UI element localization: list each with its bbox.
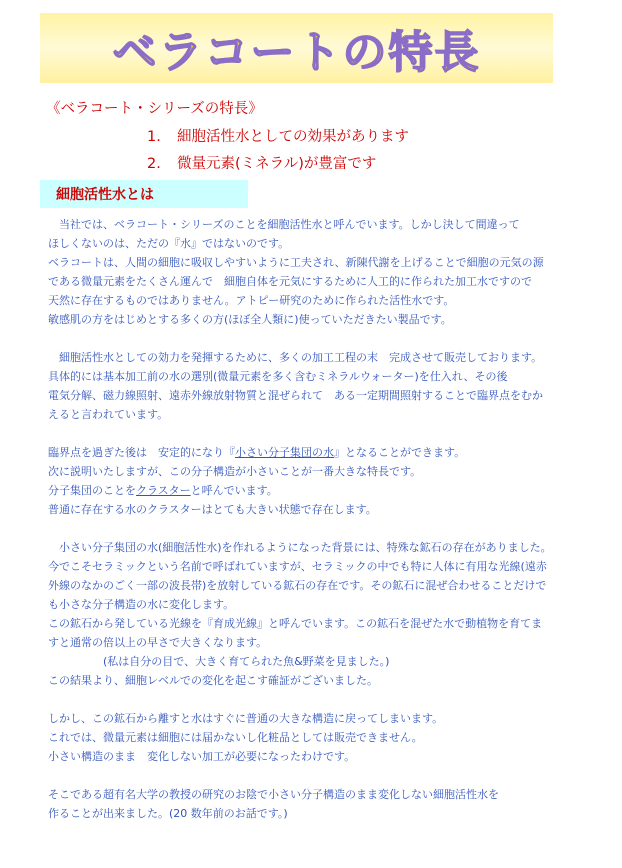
body-line: 今でこそセラミックという名前で呼ばれていますが、セラミックの中でも特に人体に有用な光線(遠赤: [48, 560, 547, 573]
section-title: 細胞活性水とは: [56, 187, 154, 203]
feature-list: [147, 124, 409, 178]
body-line: そこである超有名大学の教授の研究のお陰で小さい分子構造のまま変化しない細胞活性水を: [48, 788, 499, 801]
feature-item-2: [147, 151, 409, 178]
feature-number: 2.: [147, 156, 161, 172]
body-line: 作ることが出来ました。(20 数年前のお話です。): [48, 807, 288, 820]
paragraph-gap: [48, 766, 578, 785]
body-text: [48, 215, 578, 823]
body-line: (私は自分の目で、大きく育てられた魚&野菜を見ました。): [48, 655, 390, 668]
feature-item-1: [147, 124, 409, 151]
body-line: である微量元素をたくさん運んで 細胞自体を元気にするために人工的に作られた加工水ですので: [48, 275, 532, 288]
body-line: も小さな分子構造の水に変化します。: [48, 598, 235, 611]
section-heading-box: [40, 180, 248, 208]
body-line: 電気分解、磁力線照射、遠赤外線放射物質と混ぜられて ある一定期間照射することで臨界点をむか: [48, 389, 543, 402]
body-line: ほしくないのは、ただの『水』ではないのです。: [48, 237, 290, 250]
body-line: えると言われています。: [48, 408, 169, 421]
body-line: 次に説明いたしますが、この分子構造が小さいことが一番大きな特長です。: [48, 465, 422, 478]
body-line: 天然に存在するものではありません。アトピー研究のために作られた活性水です。: [48, 294, 455, 307]
feature-number: 1.: [147, 129, 161, 145]
series-heading: 《ベラコート・シリーズの特長》: [46, 101, 263, 117]
paragraph-gap: [48, 424, 578, 443]
feature-text: 細胞活性水としての効果があります: [177, 129, 409, 145]
body-line: ベラコートは、人間の細胞に吸収しやすいように工夫され、新陳代謝を上げることで細胞の元気の源: [48, 256, 544, 269]
body-line: 敏感肌の方をはじめとする多くの方(ほぼ全人類に)使っていただきたい製品です。: [48, 313, 452, 326]
feature-text: 微量元素(ミネラル)が豊富です: [177, 156, 377, 172]
body-line: 普通に存在する水のクラスターはとても大きい状態で存在します。: [48, 503, 377, 516]
paragraph-gap: [48, 329, 578, 348]
body-line: この結果より、細胞レベルでの変化を起こす確証がございました。: [48, 674, 378, 687]
title-banner: [40, 13, 553, 83]
body-line: 当社では、ベラコート・シリーズのことを細胞活性水と呼んでいます。しかし決して間違って: [48, 218, 520, 231]
body-line: しかし、この鉱石から離すと水はすぐに普通の大きな構造に戻ってしまいます。: [48, 712, 444, 725]
body-line: 臨界点を過ぎた後は 安定的になり『小さい分子集団の水』となることができます。: [48, 446, 466, 459]
body-line: 具体的には基本加工前の水の選別(微量元素を多く含むミネラルウォーター)を仕入れ、その後: [48, 370, 508, 383]
body-line: 外線のなかのごく一部の波長帯)を放射している鉱石の存在です。その鉱石に混ぜ合わせることだけで: [48, 579, 547, 592]
body-line: 小さい構造のまま 変化しない加工が必要になったわけです。: [48, 750, 356, 763]
body-line: これでは、微量元素は細胞には届かないし化粧品としては販売できません。: [48, 731, 423, 744]
paragraph-gap: [48, 690, 578, 709]
body-line: 分子集団のことをクラスターと呼んでいます。: [48, 484, 278, 497]
page-title: ベラコートの特長: [113, 16, 481, 80]
cluster-link: クラスター: [136, 484, 191, 497]
paragraph-gap: [48, 519, 578, 538]
body-line: この鉱石から発している光線を『育成光線』と呼んでいます。この鉱石を混ぜた水で動植物を育てま: [48, 617, 543, 630]
body-line: 小さい分子集団の水(細胞活性水)を作れるようになった背景には、特殊な鉱石の存在がありました。: [48, 541, 552, 554]
small-molecule-water-link: 小さい分子集団の水: [235, 446, 334, 459]
body-line: 細胞活性水としての効力を発揮するために、多くの加工工程の末 完成させて販売しております。: [48, 351, 543, 364]
body-line: すと通常の倍以上の早さで大きくなります。: [48, 636, 268, 649]
